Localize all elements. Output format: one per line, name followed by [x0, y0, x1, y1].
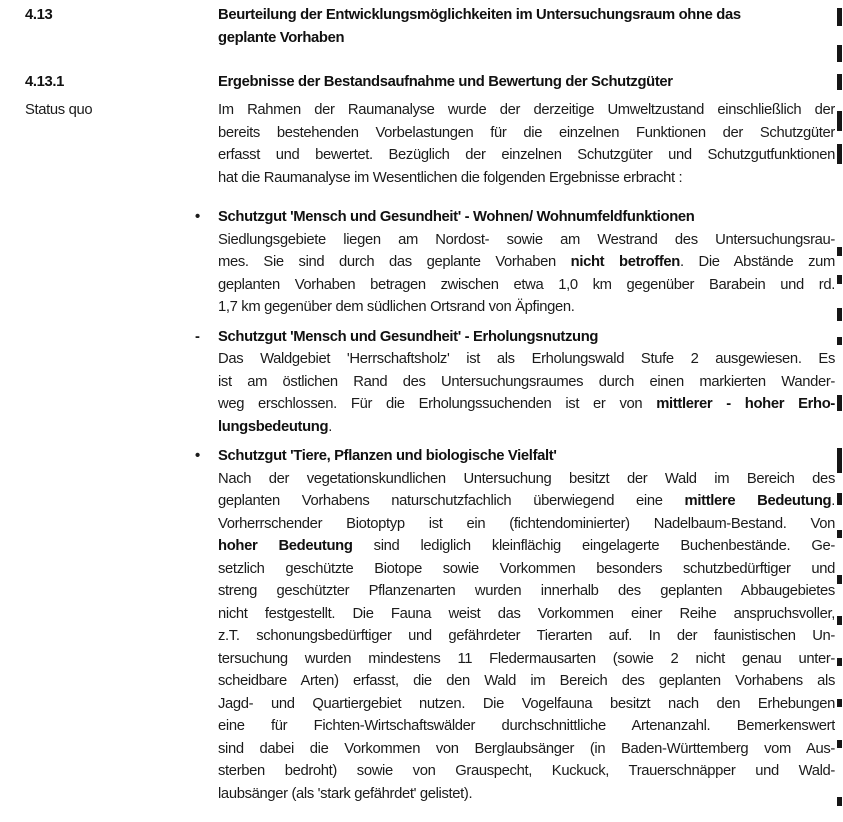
text-run: 1,7 km gegenüber dem südlichen Ortsrand von Äpfingen. — [218, 299, 575, 315]
text-line — [218, 490, 835, 513]
text-line — [218, 71, 835, 94]
text-run: sterben bedroht) sowie von Grauspecht, Kuckuck, Trauerschnäpper und Wald- — [218, 763, 835, 779]
text-run: eine für Fichten-Wirtschaftswälder durchschnittliche Artenanzahl. Bemerkenswert — [218, 718, 835, 734]
text-line — [218, 783, 835, 806]
text-line — [218, 274, 835, 297]
text-line — [218, 603, 835, 626]
text-line — [218, 416, 835, 439]
text-line — [218, 144, 835, 167]
text-line — [218, 693, 835, 716]
text-run: bereits bestehenden Vorbelastungen für die einzelnen Funktionen der Schutzgüter — [218, 124, 835, 141]
scan-edge-artifact — [837, 45, 842, 62]
bullet-list — [195, 206, 835, 812]
text-line — [218, 229, 835, 252]
bold-text-run: lungsbedeutung — [218, 418, 329, 435]
bold-text-run: Schutzgut 'Tiere, Pflanzen und biologische Vielfalt' — [218, 448, 557, 464]
bullet-item-1 — [195, 326, 835, 439]
bullet-item-2 — [195, 445, 835, 805]
text-run: Vorherrschender Biotoptyp ist ein (fichtendominierter) Nadelbaum-Bestand. Von — [218, 515, 835, 532]
text-run: geplanten Vorhaben betragen zwischen etwa 1,0 km gegenüber Barabein und rd. — [218, 276, 835, 293]
bullet-heading — [218, 326, 835, 349]
bullet-marker: • — [195, 209, 200, 225]
text-run: Jagd- und Quartiergebiet nutzen. Die Vogelfauna besitzt nach den Erhebungen — [218, 695, 835, 712]
text-run: z.T. schonungsbedürftiger und gefährdeter Tierarten auf. In der faunistischen Un- — [218, 628, 835, 644]
text-line — [218, 580, 835, 603]
scan-edge-artifact — [837, 247, 842, 256]
bold-text-run: Beurteilung der Entwicklungsmöglichkeiten im Untersuchungsraum ohne das — [218, 7, 741, 23]
text-line — [218, 27, 835, 50]
text-run: nicht festgestellt. Die Fauna weist das Vorkommen einer Reihe anspruchsvoller, — [218, 605, 835, 622]
scan-edge-artifact — [837, 448, 842, 473]
text-run: scheidbare Arten) erfasst, die den Wald im Bereich des geplanten Vorhabens als — [218, 673, 835, 689]
text-run: . — [328, 418, 332, 435]
scan-edge-artifact — [837, 74, 842, 90]
scan-edge-artifact — [837, 275, 842, 284]
text-run: sind dabei die Vorkommen von Berglaubsänger (in Baden-Württemberg vom Aus- — [218, 740, 835, 757]
text-run: geplanten Vorhabens naturschutzfachlich überwiegend eine — [218, 493, 685, 509]
text-run: Nach der vegetationskundlichen Untersuchung besitzt der Wald im Bereich des — [218, 470, 835, 487]
bold-text-run: mittlere Bedeutung — [684, 493, 832, 509]
text-line — [218, 371, 835, 394]
text-line — [218, 738, 835, 761]
text-line — [218, 648, 835, 671]
text-run: hat die Raumanalyse im Wesentlichen die folgenden Ergebnisse erbracht : — [218, 169, 683, 186]
bullet-heading — [218, 445, 835, 468]
text-run: . — [831, 493, 835, 509]
text-run: Das Waldgebiet 'Herrschaftsholz' ist als Erholungswald Stufe 2 ausgewiesen. Es — [218, 351, 835, 367]
text-run: tersuchung wurden mindestens 11 Fledermausarten (sowie 2 nicht genau unter- — [218, 650, 835, 667]
text-line — [218, 715, 835, 738]
scan-edge-artifact — [837, 616, 842, 625]
intro-paragraph — [218, 99, 835, 189]
scan-edge-artifact — [837, 699, 842, 707]
bullet-heading — [218, 206, 835, 229]
margin-label-status-quo: Status quo — [25, 102, 93, 118]
bullet-marker: • — [195, 448, 200, 464]
text-run: setzlich geschützte Biotope sowie Vorkommen besonders schutzbedürftiger und — [218, 560, 835, 577]
scan-edge-artifact — [837, 111, 842, 131]
scan-edge-artifact — [837, 740, 842, 748]
text-line — [218, 251, 835, 274]
bold-text-run: Schutzgut 'Mensch und Gesundheit' - Erholungsnutzung — [218, 328, 599, 345]
bold-text-run: mittlerer - hoher Erho- — [656, 396, 835, 412]
text-line — [218, 760, 835, 783]
section-number-4-13: 4.13 — [25, 7, 53, 23]
bold-text-run: nicht betroffen — [570, 254, 680, 270]
scan-edge-artifact — [837, 337, 842, 345]
text-line — [218, 625, 835, 648]
text-run: Siedlungsgebiete liegen am Nordost- sowie am Westrand des Untersuchungsrau- — [218, 231, 835, 248]
text-run: erfasst und bewertet. Bezüglich der einzelnen Schutzgüter und Schutzgutfunktionen — [218, 147, 835, 163]
text-run: ist am östlichen Rand des Untersuchungsraumes durch einen markierten Wander- — [218, 373, 835, 390]
bullet-item-0 — [195, 206, 835, 319]
text-run: . Die Abstände zum — [679, 254, 835, 270]
scan-edge-artifact — [837, 493, 842, 505]
text-line — [218, 348, 835, 371]
text-line — [218, 670, 835, 693]
scan-edge-artifact — [837, 144, 842, 164]
text-line — [218, 535, 835, 558]
bold-text-run: Schutzgut 'Mensch und Gesundheit' - Wohnen/ Wohnumfeldfunktionen — [218, 209, 695, 225]
scan-edge-artifact — [837, 575, 842, 584]
text-run: weg erschlossen. Für die Erholungssuchenden ist er von — [218, 396, 657, 412]
text-line — [218, 99, 835, 122]
text-line — [218, 393, 835, 416]
scan-edge-artifact — [837, 658, 842, 666]
text-line — [218, 4, 835, 27]
section-number-4-13-1: 4.13.1 — [25, 74, 65, 90]
bold-text-run: Ergebnisse der Bestandsaufnahme und Bewertung der Schutzgüter — [218, 74, 673, 90]
section-title-4-13-1 — [218, 71, 835, 94]
bold-text-run: hoher Bedeutung — [218, 538, 353, 554]
text-run: laubsänger (als 'stark gefährdet' gelistet). — [218, 785, 473, 802]
text-line — [218, 122, 835, 145]
scan-edge-artifact — [837, 308, 842, 321]
scan-edge-artifact — [837, 797, 842, 806]
text-line — [218, 296, 835, 319]
text-run: Im Rahmen der Raumanalyse wurde der derzeitige Umweltzustand einschließlich der — [218, 102, 835, 118]
scan-edge-artifact — [837, 8, 842, 26]
text-run: mes. Sie sind durch das geplante Vorhaben — [218, 254, 571, 270]
scan-edge-artifact — [837, 395, 842, 411]
section-title-4-13 — [218, 4, 835, 49]
text-line — [218, 167, 835, 190]
text-line — [218, 558, 835, 581]
text-line — [218, 513, 835, 536]
bullet-marker: - — [195, 328, 200, 345]
scan-edge-artifact — [837, 530, 842, 538]
text-run: streng geschützter Pflanzenarten wurden innerhalb des geplanten Abbaugebietes — [218, 583, 835, 599]
text-line — [218, 468, 835, 491]
text-run: sind lediglich kleinflächig eingelagerte Buchenbestände. Ge- — [352, 538, 835, 554]
bold-text-run: geplante Vorhaben — [218, 29, 345, 46]
